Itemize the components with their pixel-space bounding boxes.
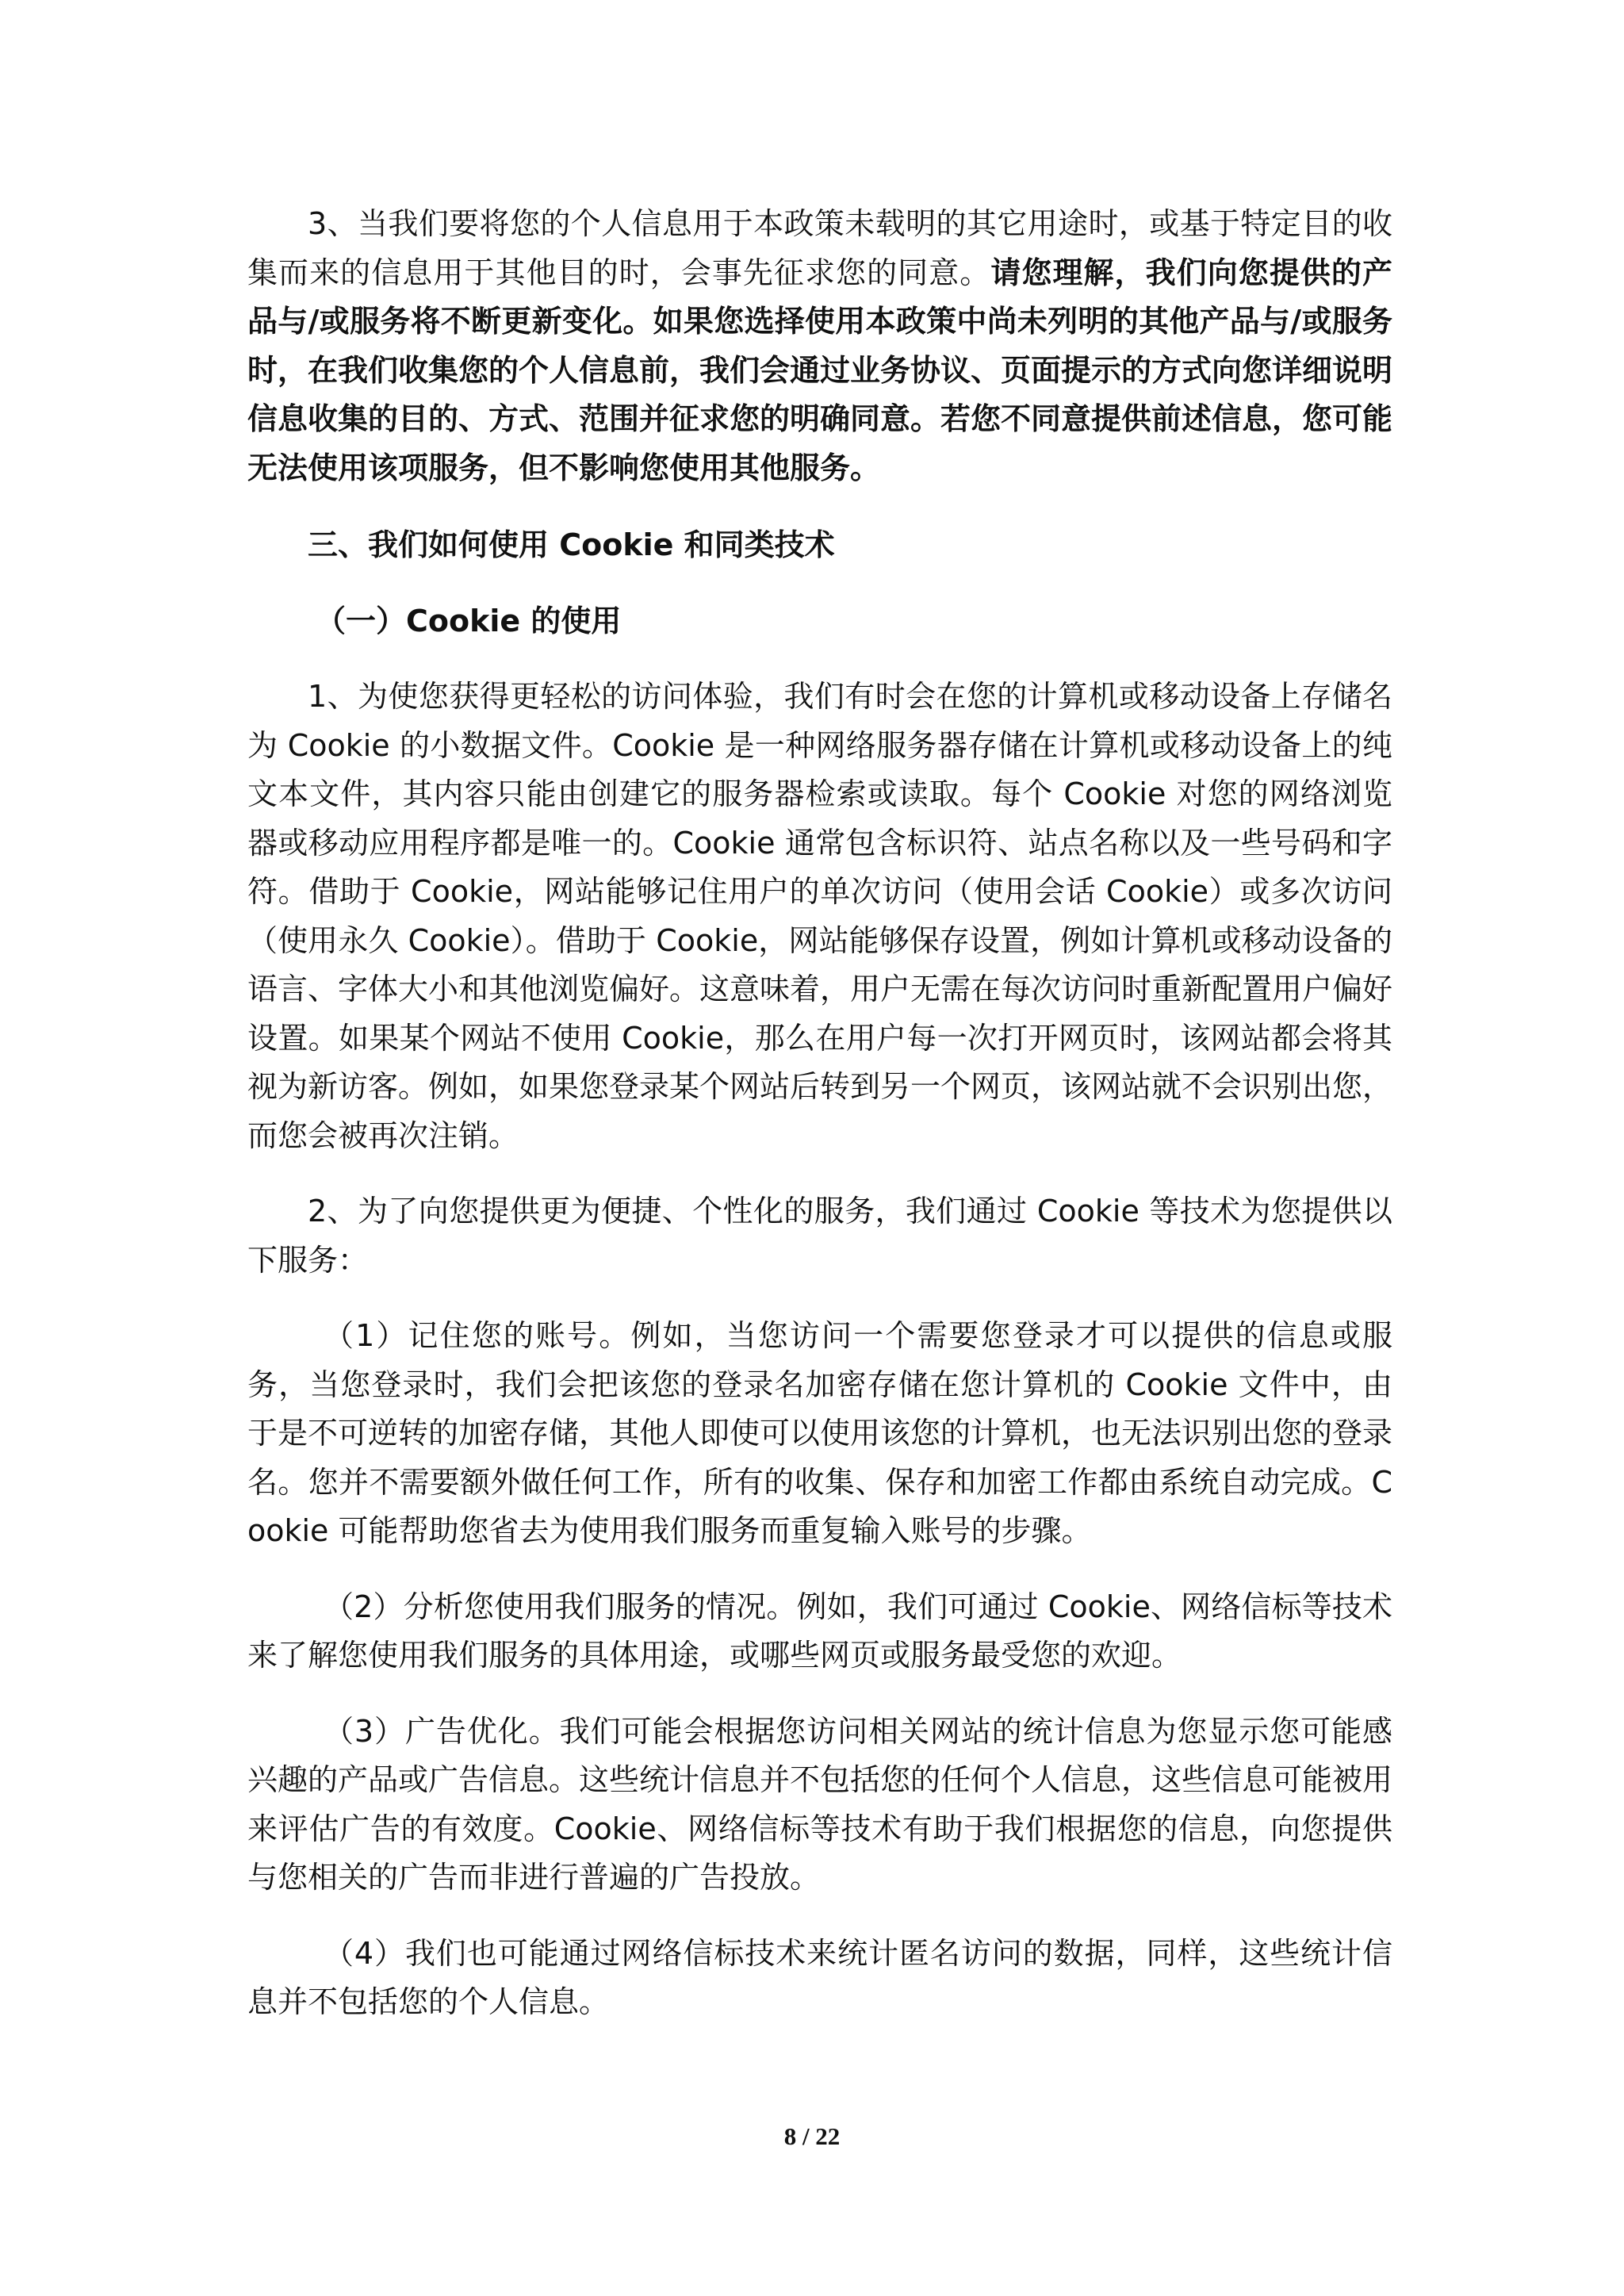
cookie-paragraph-2: 2、为了向您提供更为便捷、个性化的服务，我们通过 Cookie 等技术为您提供以下服务：	[247, 1194, 1392, 1278]
document-body	[247, 200, 1392, 2027]
cookie-paragraph-1: 1、为使您获得更轻松的访问体验，我们有时会在您的计算机或移动设备上存储名为 Cookie 的小数据文件。Cookie 是一种网络服务器存储在计算机或移动设备上的纯文本文件，其内容只能由创建它的服务器检索或读取。每个 Cookie 对您的网络浏览器或移动应用程序都是唯一的。Cookie 通常包含标识符、站点名称以及一些号码和字符。借助于 Cookie，网站能够记住用户的单次访问（使用会话 Cookie）或多次访问（使用永久 Cookie）。借助于 Cookie，网站能够保存设置，例如计算机或移动设备的语言、字体大小和其他浏览偏好。这意味着，用户无需在每次访问时重新配置用户偏好设置。如果某个网站不使用 Cookie，那么在用户每一次打开网页时，该网站都会将其视为新访客。例如，如果您登录某个网站后转到另一个网页，该网站就不会识别出您，而您会被再次注销。	[247, 679, 1393, 1153]
service-item-usage-analysis: （2）分析您使用我们服务的情况。例如，我们可通过 Cookie、网络信标等技术来了解您使用我们服务的具体用途，或哪些网页或服务最受您的欢迎。	[247, 1589, 1392, 1673]
service-item-remember-account: （1）记住您的账号。例如，当您访问一个需要您登录才可以提供的信息或服务，当您登录时，我们会把该您的登录名加密存储在您计算机的 Cookie 文件中，由于是不可逆转的加密存储，其他人即使可以使用该您的计算机，也无法识别出您的登录名。您并不需要额外做任何工作，所有的收集、保存和加密工作都由系统自动完成。Cookie 可能帮助您省去为使用我们服务而重复输入账号的步骤。	[247, 1318, 1393, 1548]
service-item-ad-optimization: （3）广告优化。我们可能会根据您访问相关网站的统计信息为您显示您可能感兴趣的产品或广告信息。这些统计信息并不包括您的任何个人信息，这些信息可能被用来评估广告的有效度。Cookie、网络信标等技术有助于我们根据您的信息，向您提供与您相关的广告而非进行普遍的广告投放。	[247, 1713, 1393, 1895]
service-item-web-beacon-stats: （4）我们也可能通过网络信标技术来统计匿名访问的数据，同样，这些统计信息并不包括您的个人信息。	[247, 1935, 1392, 2019]
section-heading-cookie: 三、我们如何使用 Cookie 和同类技术	[308, 527, 835, 562]
subsection-heading-cookie-usage: （一）Cookie 的使用	[316, 603, 622, 638]
consent-paragraph	[247, 200, 1392, 493]
consent-paragraph-normal-text: 3、当我们要将您的个人信息用于本政策未载明的其它用途时，或基于特定目的收集而来的信息用于其他目的时，会事先征求您的同意。	[247, 206, 1392, 290]
page-number-footer: 8 / 22	[783, 2122, 841, 2150]
consent-paragraph-bold-text: 请您理解，我们向您提供的产品与/或服务将不断更新变化。如果您选择使用本政策中尚未列明的其他产品与/或服务时，在我们收集您的个人信息前，我们会通过业务协议、页面提示的方式向您详细说明信息收集的目的、方式、范围并征求您的明确同意。若您不同意提供前述信息，您可能无法使用该项服务，但不影响您使用其他服务。	[247, 255, 1393, 485]
